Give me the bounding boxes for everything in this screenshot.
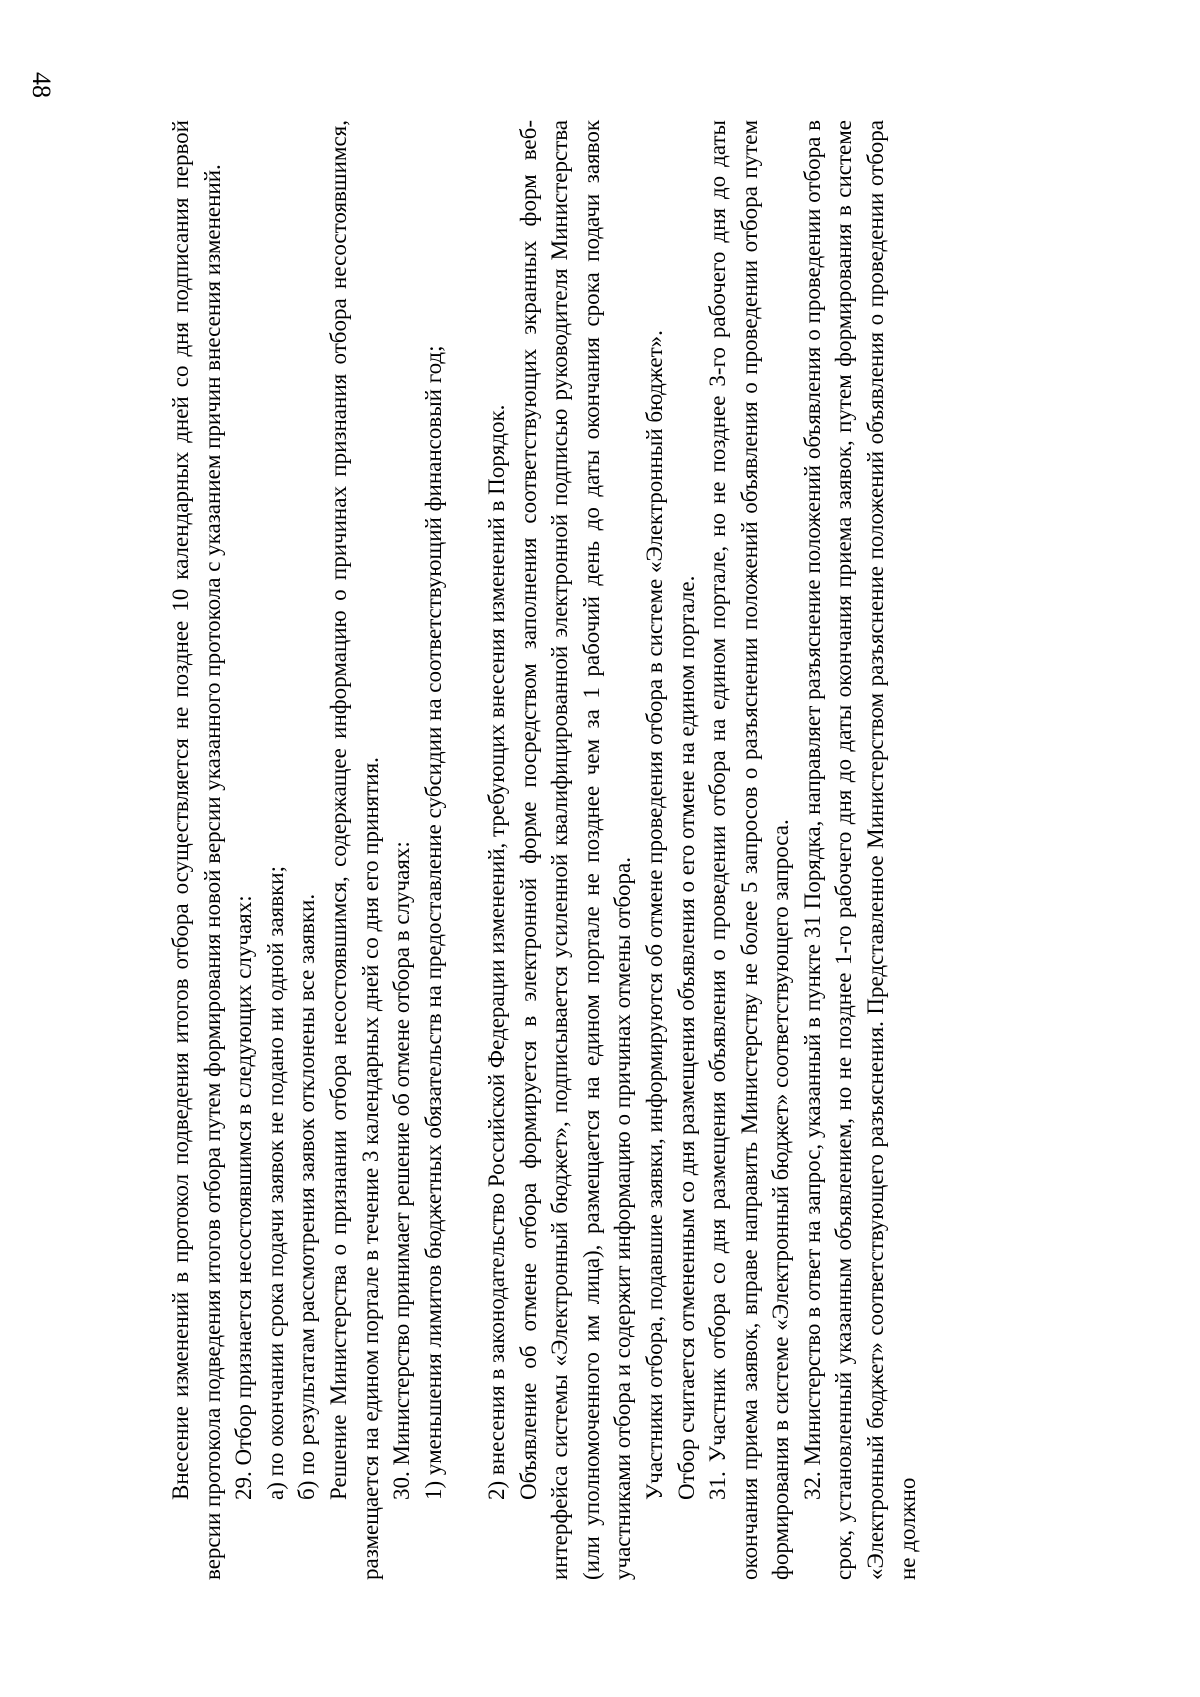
paragraph-30-1: 1) уменьшения лимитов бюджетных обязательств на предоставление субсидии на соответствующий финансовый год; — [420, 345, 446, 1500]
paragraph-30-2: 2) внесения в законодательство Российской Федерации изменений, требующих внесения изменений в Порядок. — [483, 404, 509, 1500]
paragraph-cancel-effective: Отбор считается отмененным со дня размещения объявления о его отмене на едином портале. — [673, 575, 699, 1500]
paragraph-29a: а) по окончании срока подачи заявок не подано ни одной заявки; — [262, 866, 288, 1500]
paragraph-participants-informed: Участники отбора, подавшие заявки, информируются об отмене проведения отбора в системе «Электронный бюджет». — [641, 330, 667, 1500]
page-number: 48 — [27, 72, 56, 98]
document-body — [165, 120, 923, 1580]
paragraph-29b: б) по результатам рассмотрения заявок отклонены все заявки. — [294, 893, 320, 1500]
paragraph-cancel-announcement: Объявление об отмене отбора формируется в электронной форме посредством заполнения соответствующих экранных форм веб-интерфейса системы «Электронный бюджет», подписывается усиленной квалифицированной электронной подписью руководителя Министерства (или уполномоченного им лица), размещается на едином портале не позднее чем за 1 рабочий день до даты окончания срока подачи заявок участниками отбора и содержит информацию о причинах отмены отбора. — [515, 120, 636, 1580]
paragraph-amendment-protocol: Внесение изменений в протокол подведения итогов отбора осуществляется не позднее 10 календарных дней со дня подписания первой версии протокола подведения итогов отбора путем формирования новой версии указанного протокола с указанием причин внесения изменений. — [168, 120, 225, 1580]
paragraph-31: 31. Участник отбора со дня размещения объявления о проведении отбора на едином портале, но не позднее 3-го рабочего дня до даты окончания приема заявок, вправе направить Министерству не более 5 запросов о разъяснении положений объявления о проведении отбора путем формирования в системе «Электронный бюджет» соответствующего запроса. — [705, 120, 794, 1580]
paragraph-29-heading: 29. Отбор признается несостоявшимся в следующих случаях: — [231, 895, 257, 1500]
paragraph-30-heading: 30. Министерство принимает решение об отмене отбора в случаях: — [389, 841, 415, 1500]
paragraph-32: 32. Министерство в ответ на запрос, указанный в пункте 31 Порядка, направляет разъяснение положений объявления о проведении отбора в срок, установленный указанным объявлением, но не позднее 1-го рабочего дня до даты окончания приема заявок, путем формирования в системе «Электронный бюджет» соответствующего разъяснения. Представленное Министерством разъяснение положений объявления о проведении отбора не должно — [799, 120, 920, 1580]
paragraph-decision-failed: Решение Министерства о признании отбора несостоявшимся, содержащее информацию о причинах признания отбора несостоявшимся, размещается на едином портале в течение 3 календарных дней со дня его принятия. — [325, 120, 383, 1580]
